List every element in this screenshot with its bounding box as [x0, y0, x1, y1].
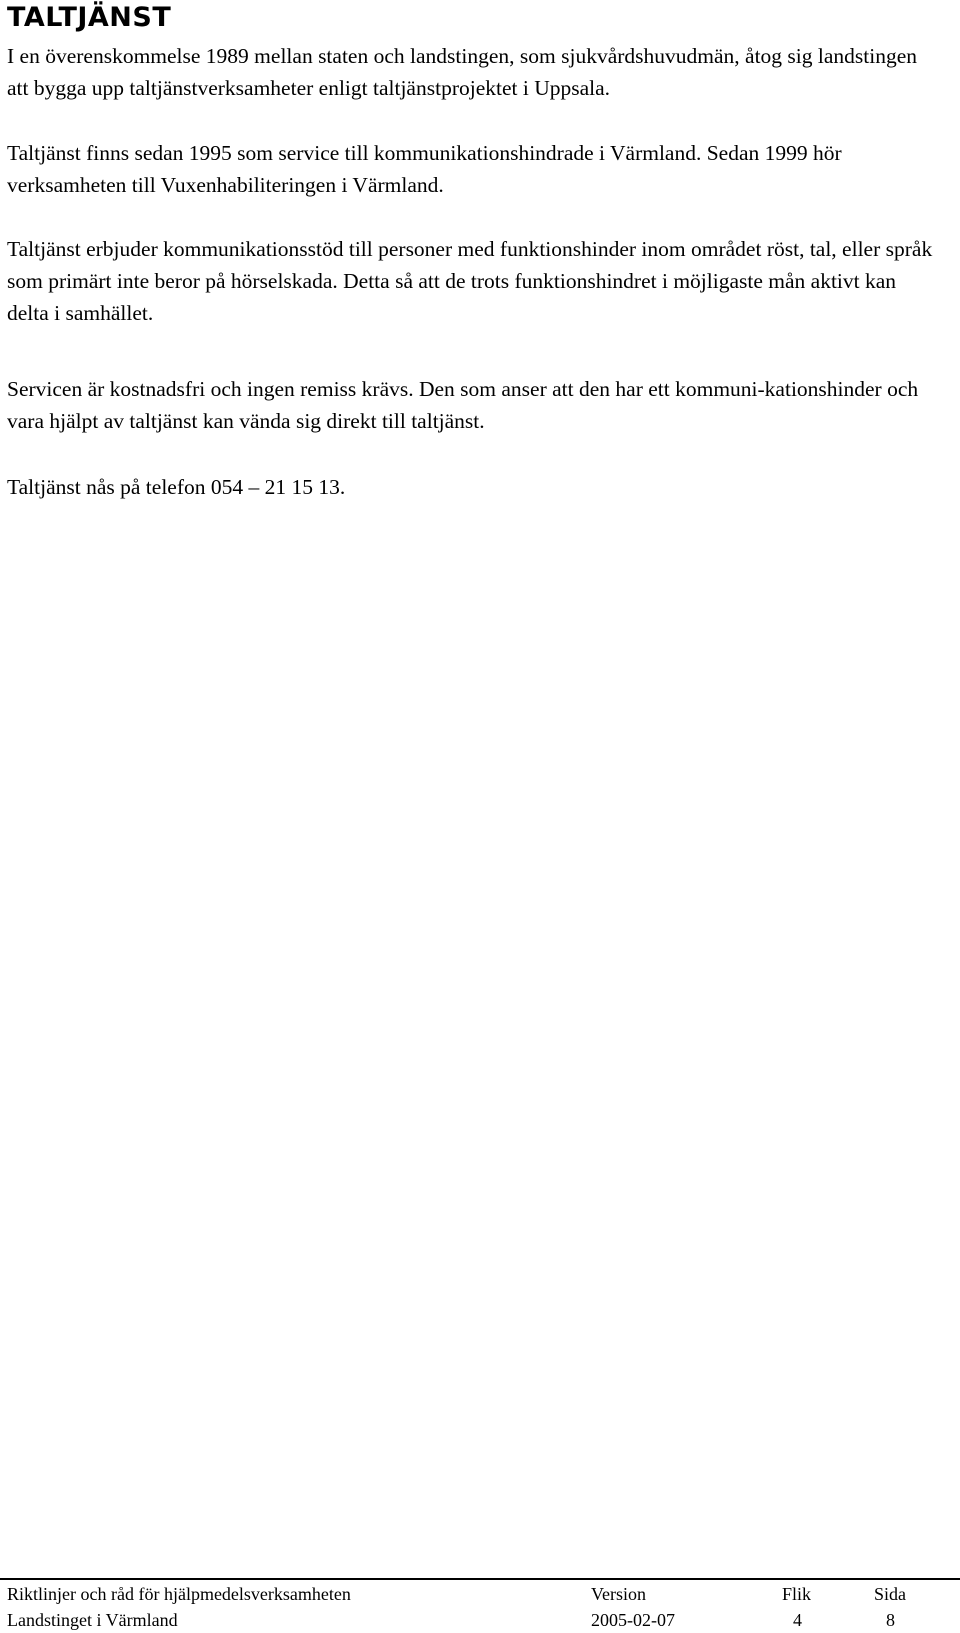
- page-title: TALTJÄNST: [7, 2, 172, 33]
- paragraph-phone: Taltjänst nås på telefon 054 – 21 15 13.: [7, 475, 346, 499]
- paragraph-free-service: Servicen är kostnadsfri och ingen remiss krävs. Den som anser att den har ett kommuni-kationshinder och vara hjälpt av taltjänst kan vända sig direkt till taltjänst.: [7, 377, 919, 433]
- footer-version-value: 2005-02-07: [591, 1610, 675, 1630]
- footer-sida-value: 8: [886, 1610, 895, 1630]
- footer-flik-value: 4: [793, 1610, 802, 1630]
- paragraph-history: I en överenskommelse 1989 mellan staten och landstingen, som sjukvårdshuvudmän, åtog sig landstingen att bygga upp taltjänstverksamheter enligt taltjänstprojektet i Uppsala.: [7, 44, 918, 100]
- footer-organization: Landstinget i Värmland: [7, 1610, 178, 1630]
- footer-divider: [0, 1578, 960, 1580]
- footer-document-name: Riktlinjer och råd för hjälpmedelsverksamheten: [7, 1584, 351, 1604]
- footer-flik-label: Flik: [782, 1584, 812, 1604]
- paragraph-offering: Taltjänst erbjuder kommunikationsstöd till personer med funktionshinder inom området röst, tal, eller språk som primärt inte beror på hörselskada. Detta så att de trots funktionshindret i möjligaste mån aktivt kan delta i samhället.: [7, 237, 933, 325]
- footer-sida-label: Sida: [874, 1584, 907, 1604]
- footer-version-label: Version: [591, 1584, 646, 1604]
- paragraph-since-1995: Taltjänst finns sedan 1995 som service till kommunikationshindrade i Värmland. Sedan 1999 hör verksamheten till Vuxenhabiliteringen i Värmland.: [7, 141, 842, 197]
